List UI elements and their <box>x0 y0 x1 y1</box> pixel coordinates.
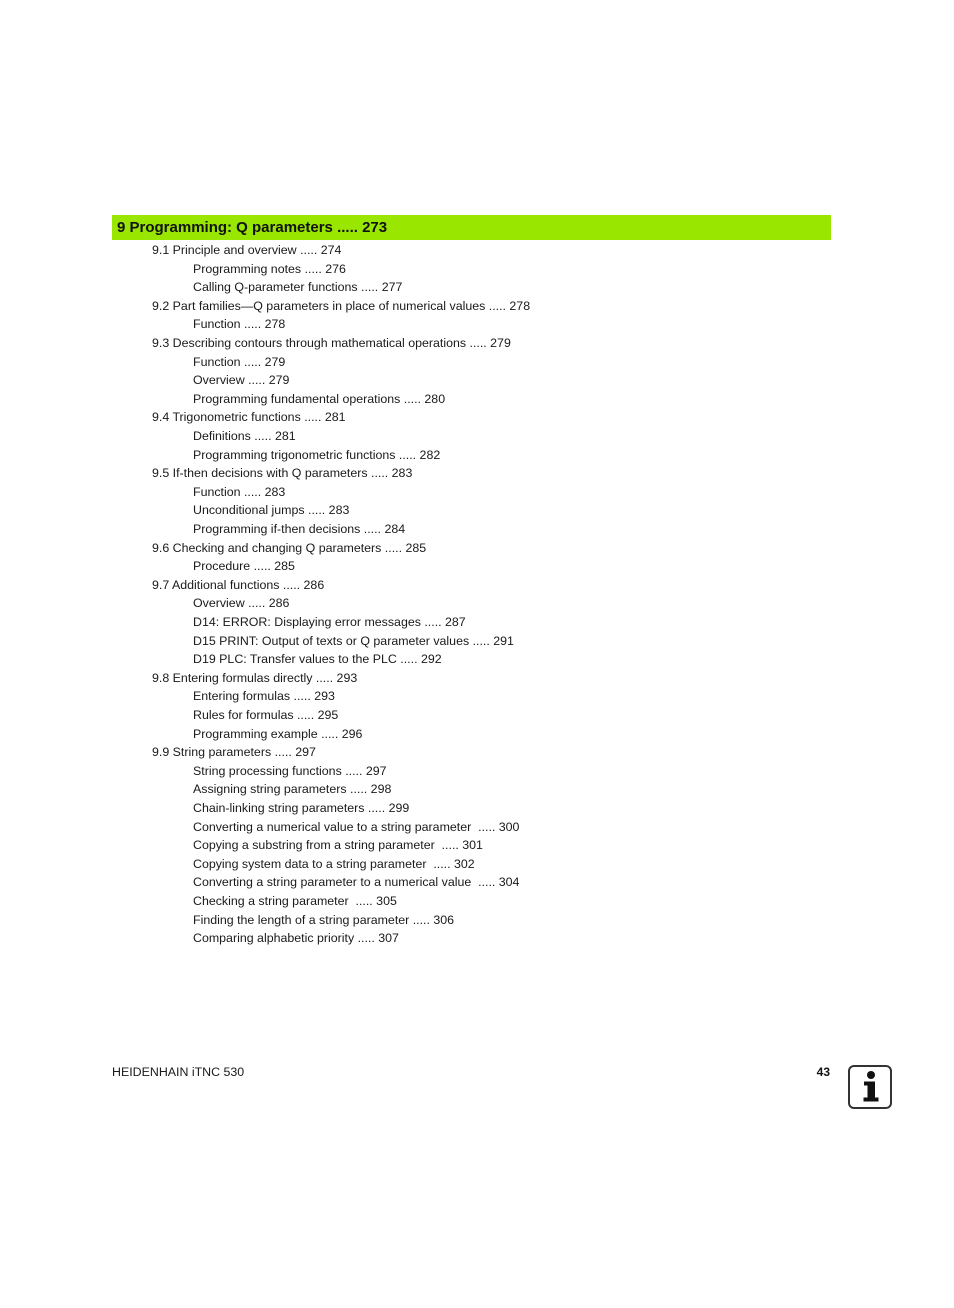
chapter-heading: 9 Programming: Q parameters ..... 273 <box>112 215 831 240</box>
toc-section-entry: 9.7 Additional functions ..... 286 <box>152 578 325 592</box>
toc-subsection-entry: Overview ..... 286 <box>193 596 290 610</box>
toc-subsection-entry: Calling Q-parameter functions ..... 277 <box>193 280 403 294</box>
toc-subsection-entry: Chain-linking string parameters ..... 299 <box>193 801 410 815</box>
toc-subsection-entry: Entering formulas ..... 293 <box>193 689 335 703</box>
toc-section-entry: 9.8 Entering formulas directly ..... 293 <box>152 671 358 685</box>
toc-subsection-entry: Programming example ..... 296 <box>193 727 363 741</box>
toc-subsection-entry: Procedure ..... 285 <box>193 559 295 573</box>
toc-subsection-entry: Finding the length of a string parameter ..... 306 <box>193 913 455 927</box>
toc-subsection-entry: Definitions ..... 281 <box>193 429 296 443</box>
toc-subsection-entry: Function ..... 283 <box>193 485 286 499</box>
toc-subsection-entry: Converting a string parameter to a numerical value ..... 304 <box>193 875 520 889</box>
toc-subsection-entry: Assigning string parameters ..... 298 <box>193 782 392 796</box>
toc-section-entry: 9.2 Part families—Q parameters in place of numerical values ..... 278 <box>152 299 531 313</box>
toc-section-entry: 9.3 Describing contours through mathematical operations ..... 279 <box>152 336 511 350</box>
toc-subsection-entry: D15 PRINT: Output of texts or Q parameter values ..... 291 <box>193 634 514 648</box>
toc-subsection-entry: Copying system data to a string parameter ..... 302 <box>193 857 475 871</box>
toc-subsection-entry: D14: ERROR: Displaying error messages ..... 287 <box>193 615 466 629</box>
toc-subsection-entry: Programming trigonometric functions ..... 282 <box>193 448 441 462</box>
toc-subsection-entry: Overview ..... 279 <box>193 373 290 387</box>
toc-subsection-entry: Function ..... 278 <box>193 317 286 331</box>
toc-subsection-entry: Programming fundamental operations ..... 280 <box>193 392 446 406</box>
toc-subsection-entry: Copying a substring from a string parameter ..... 301 <box>193 838 483 852</box>
toc-subsection-entry: Function ..... 279 <box>193 355 286 369</box>
page-number: 43 <box>816 1065 830 1079</box>
toc-subsection-entry: Unconditional jumps ..... 283 <box>193 503 350 517</box>
toc-subsection-entry: Programming notes ..... 276 <box>193 262 346 276</box>
toc-subsection-entry: Checking a string parameter ..... 305 <box>193 894 397 908</box>
toc-section-entry: 9.1 Principle and overview ..... 274 <box>152 243 342 257</box>
toc-section-entry: 9.4 Trigonometric functions ..... 281 <box>152 410 346 424</box>
toc-subsection-entry: Comparing alphabetic priority ..... 307 <box>193 931 399 945</box>
toc-section-entry: 9.6 Checking and changing Q parameters ..... 285 <box>152 541 427 555</box>
toc-subsection-entry: Converting a numerical value to a string parameter ..... 300 <box>193 820 520 834</box>
toc-section-entry: 9.9 String parameters ..... 297 <box>152 745 316 759</box>
toc-subsection-entry: Rules for formulas ..... 295 <box>193 708 339 722</box>
info-icon <box>848 1065 892 1109</box>
toc-subsection-entry: D19 PLC: Transfer values to the PLC ..... 292 <box>193 652 442 666</box>
toc-subsection-entry: String processing functions ..... 297 <box>193 764 387 778</box>
toc-section-entry: 9.5 If-then decisions with Q parameters ..... 283 <box>152 466 413 480</box>
toc-subsection-entry: Programming if-then decisions ..... 284 <box>193 522 406 536</box>
footer-title: HEIDENHAIN iTNC 530 <box>112 1065 245 1079</box>
